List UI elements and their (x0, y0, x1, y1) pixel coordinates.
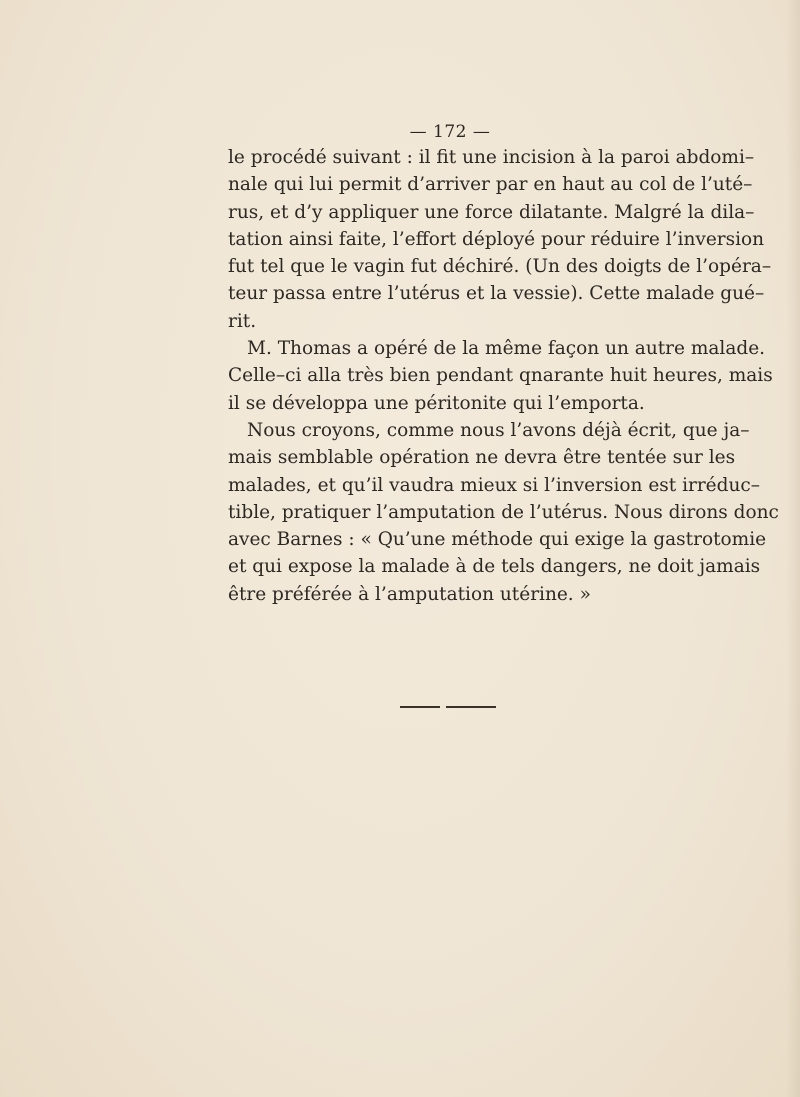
text-line: et qui expose la malade à de tels dangers, ne doit jamais (228, 556, 761, 578)
text-line: Nous croyons, comme nous l’avons déjà écrit, que ja– (247, 419, 750, 441)
page-edge-shadow (786, 0, 800, 1097)
text-line: tation ainsi faite, l’effort déployé pour réduire l’inversion (228, 228, 765, 250)
text-line: fut tel que le vagin fut déchiré. (Un des doigts de l’opéra– (228, 256, 772, 278)
text-line: M. Thomas a opéré de la même façon un autre malade. (247, 338, 766, 360)
text-line: teur passa entre l’utérus et la vessie). Cette malade gué– (228, 283, 765, 305)
text-line: nale qui lui permit d’arriver par en haut au col de l’uté– (228, 174, 753, 196)
text-line: être préférée à l’amputation utérine. » (228, 583, 591, 605)
text-line: rit. (228, 310, 257, 332)
text-line: malades, et qu’il vaudra mieux si l’inversion est irréduc– (228, 474, 760, 496)
text-line: mais semblable opération ne devra être tentée sur les (228, 447, 736, 469)
body-text (228, 144, 779, 608)
section-divider-rule (400, 706, 496, 708)
text-line: rus, et d’y appliquer une force dilatante. Malgré la dila– (228, 201, 755, 223)
text-line: avec Barnes : « Qu’une méthode qui exige la gastrotomie (228, 529, 767, 551)
text-line: il se développa une péritonite qui l’emporta. (228, 392, 645, 414)
text-line: tible, pratiquer l’amputation de l’utérus. Nous dirons donc (228, 501, 779, 523)
text-line: le procédé suivant : il fit une incision à la paroi abdomi– (228, 147, 755, 168)
text-line: Celle–ci alla très bien pendant qnarante huit heures, mais (228, 365, 773, 387)
page-number: — 172 — (409, 122, 491, 142)
